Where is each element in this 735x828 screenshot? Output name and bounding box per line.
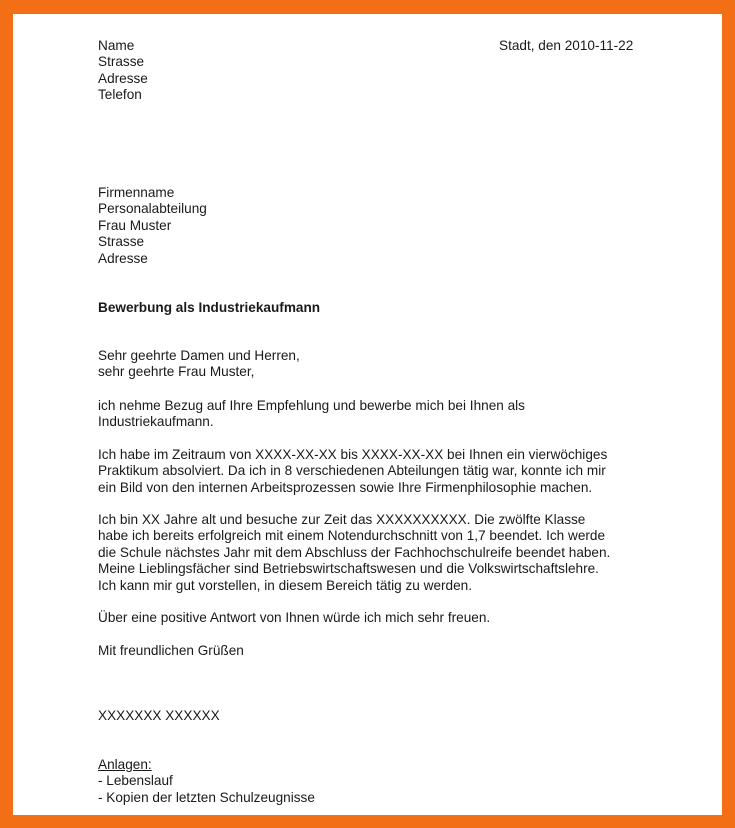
paragraph-line: Ich habe im Zeitraum von XXXX-XX-XX bis XXXX-XX-XX bei Ihnen ein vierwöchiges xyxy=(98,447,608,462)
recipient-department: Personalabteilung xyxy=(98,201,207,217)
paragraph-4: Über eine positive Antwort von Ihnen würde ich mich sehr freuen. xyxy=(98,610,491,625)
sender-address-line: Adresse xyxy=(98,70,148,86)
sender-street: Strasse xyxy=(98,54,145,70)
attachment-item: - Lebenslauf xyxy=(98,773,173,789)
paragraph-line: habe ich bereits erfolgreich mit einem Notendurchschnitt von 1,7 beendet. Ich werde xyxy=(98,528,606,544)
subject-line: Bewerbung als Industriekaufmann xyxy=(98,300,321,315)
letter-page xyxy=(13,14,722,815)
sender-phone: Telefon xyxy=(98,87,142,103)
paragraph-1 xyxy=(98,398,525,431)
paragraph-line: die Schule nächstes Jahr mit dem Abschluss der Fachhochschulreife beendet haben. xyxy=(98,544,611,560)
recipient-address-line: Adresse xyxy=(98,250,148,266)
salutation xyxy=(98,348,300,381)
recipient-person: Frau Muster xyxy=(98,217,172,233)
attachments xyxy=(98,757,315,806)
sender-name: Name xyxy=(98,38,135,53)
date-line: Stadt, den 2010-11-22 xyxy=(499,38,634,53)
paragraph-2 xyxy=(98,447,607,496)
recipient-street: Strasse xyxy=(98,234,145,250)
paragraph-line: ein Bild von den internen Arbeitsprozessen sowie Ihre Firmenphilosophie machen. xyxy=(98,479,593,495)
attachments-heading: Anlagen: xyxy=(98,757,152,772)
salutation-line-1: Sehr geehrte Damen und Herren, xyxy=(98,348,300,363)
salutation-line-2: sehr geehrte Frau Muster, xyxy=(98,364,255,380)
paragraph-3 xyxy=(98,512,610,594)
recipient-address xyxy=(98,185,207,267)
paragraph-line: Industriekaufmann. xyxy=(98,414,214,430)
paragraph-line: ich nehme Bezug auf Ihre Empfehlung und bewerbe mich bei Ihnen als xyxy=(98,398,525,413)
sender-address xyxy=(98,38,148,104)
paragraph-line: Ich kann mir gut vorstellen, in diesem Bereich tätig zu werden. xyxy=(98,577,473,593)
recipient-company: Firmenname xyxy=(98,185,175,200)
paragraph-line: Praktikum absolviert. Da ich in 8 verschiedenen Abteilungen tätig war, konnte ich mir xyxy=(98,463,606,479)
closing: Mit freundlichen Grüßen xyxy=(98,643,244,658)
paragraph-line: Ich bin XX Jahre alt und besuche zur Zeit das XXXXXXXXXX. Die zwölfte Klasse xyxy=(98,512,586,527)
signature-name: XXXXXXX XXXXXX xyxy=(98,708,220,723)
attachment-item: - Kopien der letzten Schulzeugnisse xyxy=(98,789,315,805)
paragraph-line: Meine Lieblingsfächer sind Betriebswirtschaftswesen und die Volkswirtschaftslehre. xyxy=(98,561,599,577)
